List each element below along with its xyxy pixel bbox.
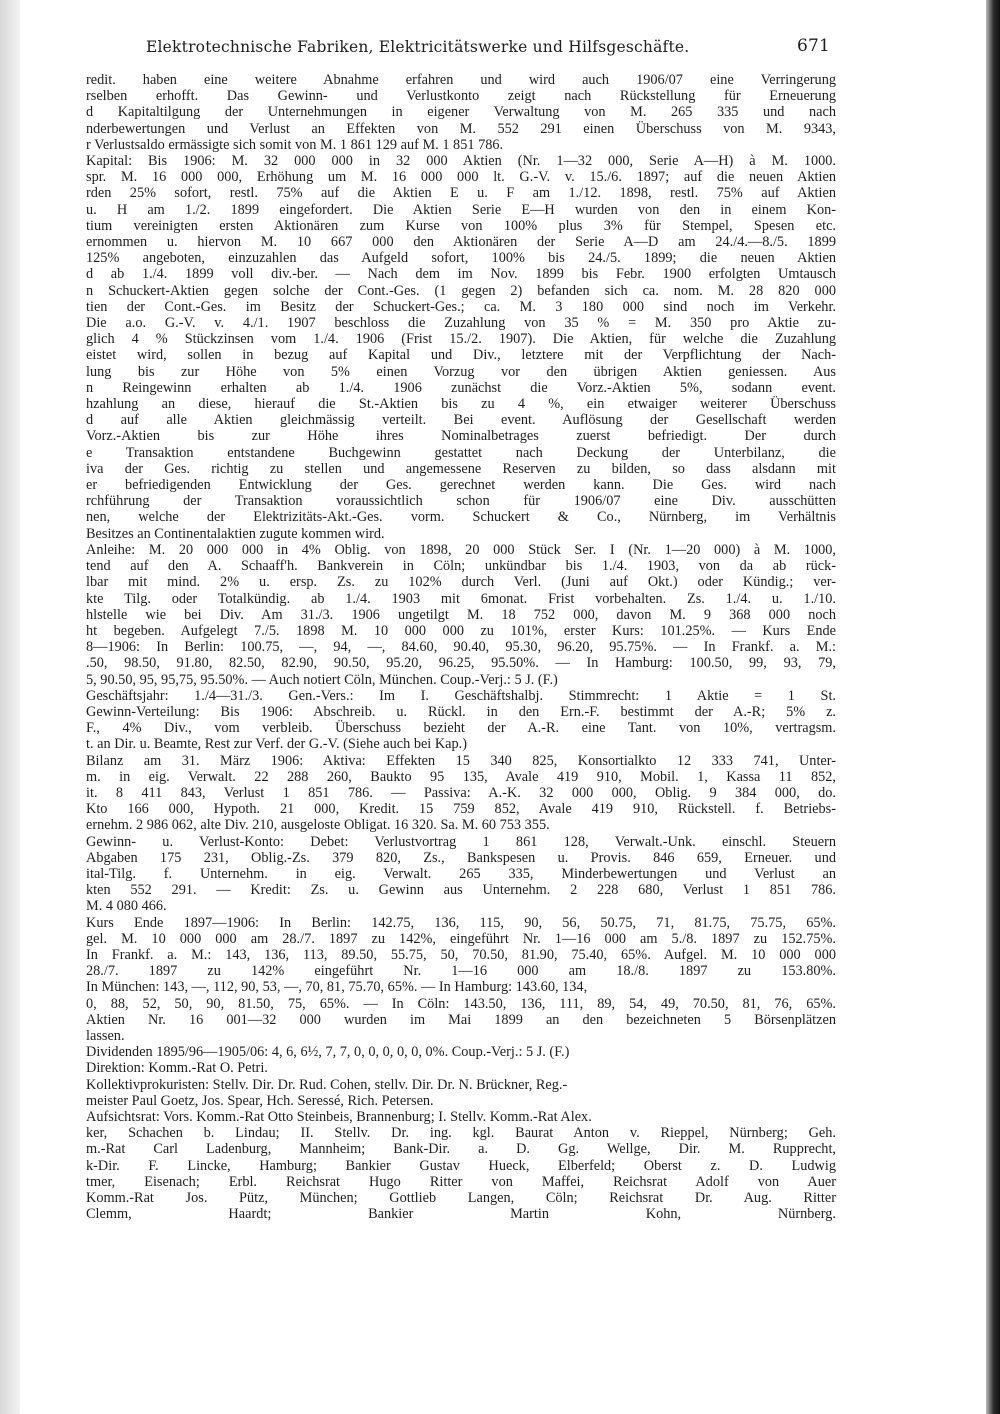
running-title: Elektrotechnische Fabriken, Elektricitätswerke und Hilfsgeschäfte. xyxy=(146,38,690,56)
text-line: rchführung der Transaktion voraussichtlich schon für 1906/07 eine Div. ausschütten xyxy=(86,493,836,510)
text-line: tend auf den A. Schaaff'h. Bankverein in Cöln; unkündbar bis 1./4. 1903, von da ab rück- xyxy=(86,558,836,575)
text-line: u. H am 1./2. 1899 eingefordert. Die Aktien Serie E—H wurden von den in einem Kon- xyxy=(86,201,836,218)
text-line: Kurs Ende 1897—1906: In Berlin: 142.75, 136, 115, 90, 56, 50.75, 71, 81.75, 75.75, 65%. xyxy=(86,914,836,931)
text-line: glich 4 % Stückzinsen vom 1./4. 1906 (Frist 15./2. 1907). Die Aktien, für welche die Zuzahlung xyxy=(86,331,836,348)
text-line: n Reingewinn erhalten ab 1./4. 1906 zunächst die Vorz.-Aktien 5%, sodann event. xyxy=(86,379,836,396)
text-line: er befriedigenden Entwicklung der Ges. gerechnet werden kann. Die Ges. wird nach xyxy=(86,477,836,494)
text-line: rden 25% sofort, restl. 75% auf die Aktien E u. F am 1./12. 1898, restl. 75% auf Aktien xyxy=(86,185,836,202)
text-line: k-Dir. F. Lincke, Hamburg; Bankier Gustav Hueck, Elberfeld; Oberst z. D. Ludwig xyxy=(86,1157,836,1174)
text-line: m.-Rat Carl Ladenburg, Mannheim; Bank-Dir. a. D. Gg. Wellge, Dir. M. Rupprecht, xyxy=(86,1141,836,1158)
text-line: Gewinn- u. Verlust-Konto: Debet: Verlustvortrag 1 861 128, Verwalt.-Unk. einschl. Steuern xyxy=(86,833,836,850)
text-line: ht begeben. Aufgelegt 7./5. 1898 M. 10 000 000 zu 101%, erster Kurs: 101.25%. — Kurs Ende xyxy=(86,622,836,639)
text-line: meister Paul Goetz, Jos. Spear, Hch. Seressé, Rich. Petersen. xyxy=(86,1092,434,1109)
text-line: ital-Tilg. f. Unternehm. in eig. Verwalt. 265 335, Minderbewertungen und Verlust an xyxy=(86,865,836,882)
text-line: kten 552 291. — Kredit: Zs. u. Gewinn aus Unternehm. 2 228 680, Verlust 1 851 786. xyxy=(86,882,836,899)
text-line: t. an Dir. u. Beamte, Rest zur Verf. der G.-V. (Siehe auch bei Kap.) xyxy=(86,736,468,753)
text-line: lung bis zur Höhe von 5% einen Vorzug vor den übrigen Aktien geniessen. Aus xyxy=(86,363,836,380)
text-line: Aufsichtsrat: Vors. Komm.-Rat Otto Steinbeis, Brannenburg; I. Stellv. Komm.-Rat Alex. xyxy=(86,1109,592,1125)
text-line: kte Tilg. oder Totalkündig. ab 1./4. 1903 mit 6monat. Frist vorbehalten. Zs. 1./4. u. 1./10. xyxy=(86,590,836,607)
text-line: r Verlustsaldo ermässigte sich somit von M. 1 861 129 auf M. 1 851 786. xyxy=(86,136,504,153)
text-line: d Kapitaltilgung der Unternehmungen in eigener Verwaltung von M. 265 335 und nach xyxy=(86,104,836,121)
text-line: Vorz.-Aktien bis zur Höhe ihres Nominalbetrages zuerst befriedigt. Der durch xyxy=(86,428,836,445)
text-line: Geschäftsjahr: 1./4—31./3. Gen.-Vers.: Im I. Geschäftshalbj. Stimmrecht: 1 Aktie = 1 St. xyxy=(86,687,836,704)
text-line: tium vereinigten ersten Aktionären zum Kurse von 100% plus 3% für Stempel, Spesen etc. xyxy=(86,217,836,234)
text-line: Clemm, Haardt; Bankier Martin Kohn, Nürnberg. xyxy=(86,1206,836,1223)
text-line: ernommen u. hiervon M. 10 667 000 den Aktionären der Serie A—D am 24./4.—8./5. 1899 xyxy=(86,234,836,251)
text-line: lassen. xyxy=(86,1027,125,1044)
text-line: Dividenden 1895/96—1905/06: 4, 6, 6½, 7, 7, 0, 0, 0, 0, 0, 0%. Coup.-Verj.: 5 J. (F.) xyxy=(86,1044,570,1061)
text-line: 28./7. 1897 zu 142% eingeführt Nr. 1—16 000 am 18./8. 1897 zu 153.80%. xyxy=(86,963,836,980)
text-line: Gewinn-Verteilung: Bis 1906: Abschreib. u. Rückl. in den Ern.-F. bestimmt der A.-R; 5% z. xyxy=(86,703,836,720)
text-line: Bilanz am 31. März 1906: Aktiva: Effekten 15 340 825, Konsortialkto 12 333 741, Unter- xyxy=(86,752,836,769)
text-line: nen, welche der Elektrizitäts-Akt.-Ges. vorm. Schuckert & Co., Nürnberg, im Verhältnis xyxy=(86,509,836,526)
text-line: 0, 88, 52, 50, 90, 81.50, 75, 65%. — In Cöln: 143.50, 136, 111, 89, 54, 49, 70.50, 81, 76, 65%. xyxy=(86,995,836,1012)
text-line: Anleihe: M. 20 000 000 in 4% Oblig. von 1898, 20 000 Stück Ser. I (Nr. 1—20 000) à M. 1000, xyxy=(86,541,836,558)
text-line: Kto 166 000, Hypoth. 21 000, Kredit. 15 759 852, Avale 419 910, Rückstell. f. Betriebs- xyxy=(86,801,836,818)
text-line: 125% angeboten, einzuzahlen das Aufgeld sofort, 100% bis 24./5. 1899; die neuen Aktien xyxy=(86,250,836,267)
text-line: Komm.-Rat Jos. Pütz, München; Gottlieb Langen, Cöln; Reichsrat Dr. Aug. Ritter xyxy=(86,1190,836,1207)
text-line: ernehm. 2 986 062, alte Div. 210, ausgeloste Obligat. 16 320. Sa. M. 60 753 355. xyxy=(86,817,550,834)
text-line: e Transaktion entstandene Buchgewinn gestattet nach Deckung der Unterbilanz, die xyxy=(86,444,836,461)
text-line: 5, 90.50, 95, 95,75, 95.50%. — Auch notiert Cöln, München. Coup.-Verj.: 5 J. (F.) xyxy=(86,671,558,688)
text-line: eistet wird, sollen in bezug auf Kapital und Div., letztere mit der Verpflichtung der Nach- xyxy=(86,347,836,364)
page-header xyxy=(86,28,836,72)
text-line: In Frankf. a. M.: 143, 136, 113, 89.50, 55.75, 50, 70.50, 81.90, 75.40, 65%. Aufgel. M. 10 000 000 xyxy=(86,946,836,963)
text-line: Aktien Nr. 16 001—32 000 wurden im Mai 1899 an den bezeichneten 5 Börsenplätzen xyxy=(86,1011,836,1028)
text-line: 8—1906: In Berlin: 100.75, —, 94, —, 84.60, 90.40, 95.30, 96.20, 95.75%. — In Frankf. a. M.: xyxy=(86,639,836,656)
text-line: hzahlung an diese, hierauf die St.-Aktien bis zu 4 %, ein etwaiger weiterer Überschuss xyxy=(86,396,836,413)
text-line: M. 4 080 466. xyxy=(86,898,167,915)
text-line: In München: 143, —, 112, 90, 53, —, 70, 81, 75.70, 65%. — In Hamburg: 143.60, 134, xyxy=(86,979,588,996)
book-page xyxy=(86,28,836,1222)
text-line: rselben erhofft. Das Gewinn- und Verlustkonto zeigt nach Rückstellung für Erneuerung xyxy=(86,88,836,105)
text-line: spr. M. 16 000 000, Erhöhung um M. 16 000 000 lt. G.-V. v. 15./6. 1897; auf die neuen Aktien xyxy=(86,169,836,186)
text-line: nderbewertungen und Verlust an Effekten von M. 552 291 einen Überschuss von M. 9343, xyxy=(86,120,836,137)
text-line: ker, Schachen b. Lindau; II. Stellv. Dr. ing. kgl. Baurat Anton v. Rieppel, Nürnberg; Geh. xyxy=(86,1125,836,1142)
text-line: Kollektivprokuristen: Stellv. Dir. Dr. Rud. Cohen, stellv. Dir. Dr. N. Brückner, Reg.- xyxy=(86,1076,568,1093)
text-line: gel. M. 10 000 000 am 28./7. 1897 zu 142%, eingeführt Nr. 1—16 000 am 5./8. 1897 zu 152.75%. xyxy=(86,930,836,947)
page-number: 671 xyxy=(796,36,830,56)
text-line: Abgaben 175 231, Oblig.-Zs. 379 820, Zs., Bankspesen u. Provis. 846 659, Erneuer. und xyxy=(86,849,836,866)
text-line: Besitzes an Continentalaktien zugute kommen wird. xyxy=(86,525,385,542)
text-line: F., 4% Div., vom verbleib. Überschuss bezieht der A.-R. eine Tant. von 10%, vertragsm. xyxy=(86,720,836,737)
text-line: Direktion: Komm.-Rat O. Petri. xyxy=(86,1060,268,1077)
book-binding-edge xyxy=(986,0,1000,1414)
text-line: m. in eig. Verwalt. 22 288 260, Baukto 95 135, Avale 419 910, Mobil. 1, Kassa 11 852, xyxy=(86,768,836,785)
text-line: .50, 98.50, 91.80, 82.50, 82.90, 90.50, 95.20, 96.25, 95.50%. — In Hamburg: 100.50, 99, 93, 79, xyxy=(86,655,836,672)
page-body xyxy=(86,72,836,1222)
text-line: n Schuckert-Aktien gegen solche der Cont.-Ges. (1 gegen 2) befanden sich ca. nom. M. 28 820 000 xyxy=(86,282,836,299)
text-line: tien der Cont.-Ges. im Besitz der Schuckert-Ges.; ca. M. 3 180 000 sind noch im Verkehr. xyxy=(86,298,836,315)
text-line: hlstelle wie bei Div. Am 31./3. 1906 ungetilgt M. 18 752 000, davon M. 9 368 000 noch xyxy=(86,606,836,623)
text-line: Kapital: Bis 1906: M. 32 000 000 in 32 000 Aktien (Nr. 1—32 000, Serie A—H) à M. 1000. xyxy=(86,153,836,170)
text-line: it. 8 411 843, Verlust 1 851 786. — Passiva: A.-K. 32 000 000, Oblig. 9 384 000, do. xyxy=(86,784,836,801)
text-line: d ab 1./4. 1899 voll div.-ber. — Nach dem im Nov. 1899 bis Febr. 1900 erfolgten Umtausch xyxy=(86,266,836,283)
text-line: tmer, Eisenach; Erbl. Reichsrat Hugo Ritter von Maffei, Reichsrat Adolf von Auer xyxy=(86,1173,836,1190)
text-line: redit. haben eine weitere Abnahme erfahren und wird auch 1906/07 eine Verringerung xyxy=(86,72,836,88)
text-line: iva der Ges. richtig zu stellen und angemessene Reserven zu bilden, so dass alsdann mit xyxy=(86,460,836,477)
text-line: d auf alle Aktien gleichmässig verteilt. Bei event. Auflösung der Gesellschaft werden xyxy=(86,412,836,429)
text-line: lbar mit mind. 2% u. ersp. Zs. zu 102% durch Verl. (Juni auf Okt.) oder Kündig.; ver- xyxy=(86,574,836,591)
text-line: Die a.o. G.-V. v. 4./1. 1907 beschloss die Zuzahlung von 35 % = M. 350 pro Aktie zu- xyxy=(86,315,836,332)
scan-left-margin xyxy=(0,0,20,1414)
